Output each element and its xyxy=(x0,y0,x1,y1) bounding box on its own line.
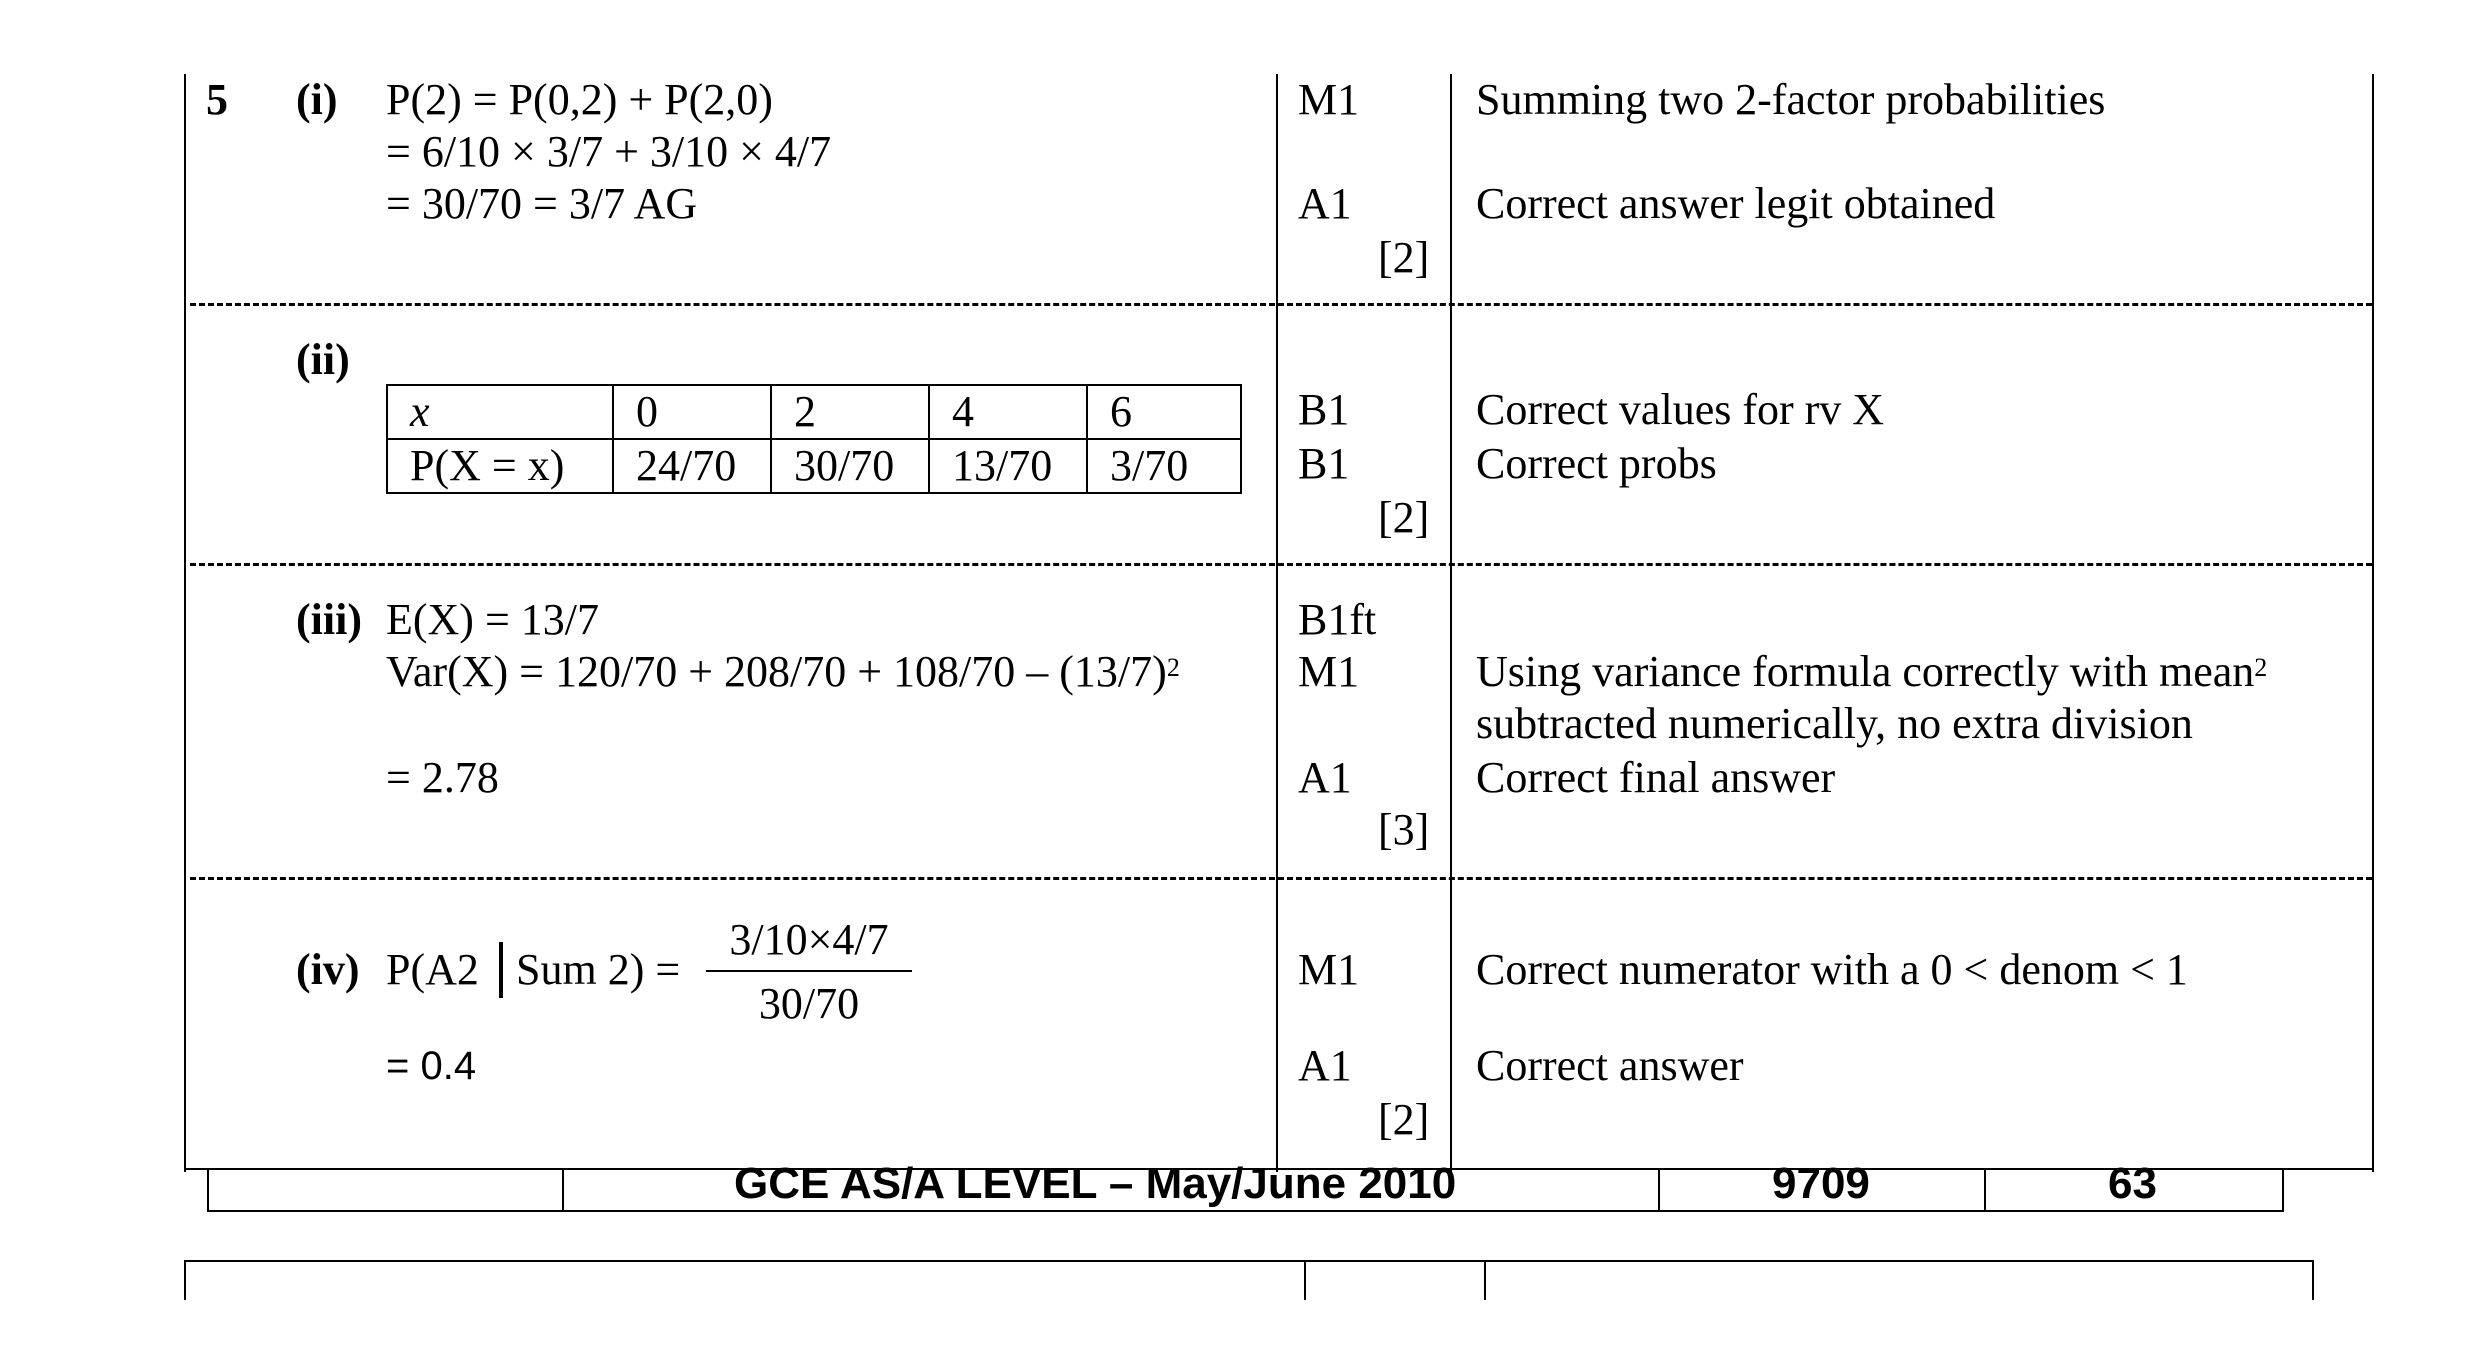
table-border-right xyxy=(2372,74,2374,1172)
part-i-working-1: P(2) = P(0,2) + P(2,0) xyxy=(386,75,773,124)
part-i-guidance-1: Summing two 2-factor probabilities xyxy=(1476,75,2106,124)
part-iv-answer: = 0.4 xyxy=(386,1044,477,1088)
part-iv-label: (iv) xyxy=(296,945,360,994)
footer-divider-2 xyxy=(1658,1170,1660,1212)
part-iii-guidance-3: Correct final answer xyxy=(1476,753,1836,802)
conditional-bar xyxy=(499,942,503,998)
part-iv-mark-2: A1 xyxy=(1298,1041,1352,1090)
table-border-left xyxy=(184,74,186,1172)
part-i-guidance-2: Correct answer legit obtained xyxy=(1476,179,1996,228)
part-iv-total: [2] xyxy=(1378,1095,1430,1144)
part-iii-working-2: $Var(X) = 120/70 + 208/70 + 108/70 - (13/7)^2$ xyxy=(386,647,1180,696)
table-cell: 0 xyxy=(613,385,771,439)
part-iii-mark-2: M1 xyxy=(1298,647,1360,696)
part-iii-mark-3: A1 xyxy=(1298,753,1352,802)
part-ii-guidance-2: Correct probs xyxy=(1476,439,1717,488)
table-cell: 4 xyxy=(929,385,1087,439)
part-iii-working-1: E(X) = 13/7 xyxy=(386,595,599,644)
part-ii-mark-1: B1 xyxy=(1298,385,1350,434)
part-iv-guidance-2: Correct answer xyxy=(1476,1041,1744,1090)
table-cell: P(X = x) xyxy=(387,439,613,493)
part-i-label: (i) xyxy=(296,75,338,124)
part-i-mark-1: M1 xyxy=(1298,75,1360,124)
table-border-guidance-left xyxy=(1450,74,1452,1172)
question-number: 5 xyxy=(206,75,228,124)
footer-exam-title: GCE AS/A LEVEL – May/June 2010 xyxy=(734,1159,1457,1208)
table-cell: 6 xyxy=(1087,385,1241,439)
part-ii-mark-2: B1 xyxy=(1298,439,1350,488)
next-table-divider-2 xyxy=(1484,1260,1486,1300)
part-iii-mark-1: B1ft xyxy=(1298,595,1377,644)
part-iii-guidance-1: Using variance formula correctly with mean$^2$ xyxy=(1476,647,2268,696)
table-row xyxy=(387,439,1241,493)
part-i-working-3: = 30/70 = 3/7 AG xyxy=(386,179,698,228)
part-i-total: [2] xyxy=(1378,233,1430,282)
next-table-right xyxy=(2312,1260,2314,1300)
table-cell: 24/70 xyxy=(613,439,771,493)
next-table-top xyxy=(184,1260,2314,1262)
table-row xyxy=(387,385,1241,439)
fraction-denominator: 30/70 xyxy=(758,979,860,1028)
footer-syllabus-code: 9709 xyxy=(1772,1159,1870,1208)
fraction-numerator: 3/10×4/7 xyxy=(729,915,889,964)
footer-divider-1 xyxy=(562,1170,564,1212)
part-ii-guidance-1: Correct values for rv X xyxy=(1476,385,1885,434)
separator-1 xyxy=(190,303,2372,306)
footer-border-right xyxy=(2282,1170,2284,1212)
separator-2 xyxy=(190,563,2372,566)
next-table-left xyxy=(184,1260,186,1300)
probability-table xyxy=(386,384,1242,494)
next-table-divider-1 xyxy=(1304,1260,1306,1300)
part-iii-guidance-2: subtracted numerically, no extra division xyxy=(1476,699,2193,748)
part-iii-working-3: = 2.78 xyxy=(386,753,499,802)
footer-border-bottom xyxy=(207,1210,2284,1212)
part-i-working-2: = 6/10 × 3/7 + 3/10 × 4/7 xyxy=(386,127,832,176)
separator-3 xyxy=(190,877,2372,880)
table-cell: 3/70 xyxy=(1087,439,1241,493)
table-border-marks-left xyxy=(1276,74,1278,1172)
table-cell: 13/70 xyxy=(929,439,1087,493)
part-iv-suffix: Sum 2) = xyxy=(516,945,681,994)
part-ii-total: [2] xyxy=(1378,493,1430,542)
part-i-mark-2: A1 xyxy=(1298,179,1352,228)
part-iv-mark-1: M1 xyxy=(1298,945,1360,994)
part-iii-total: [3] xyxy=(1378,805,1430,854)
fraction-bar xyxy=(706,970,912,972)
table-cell: 2 xyxy=(771,385,929,439)
footer-border-left xyxy=(207,1170,209,1212)
footer-divider-3 xyxy=(1984,1170,1986,1212)
table-cell: x xyxy=(387,385,613,439)
part-iii-label: (iii) xyxy=(296,595,362,644)
footer-paper-number: 63 xyxy=(2108,1159,2157,1208)
table-cell: 30/70 xyxy=(771,439,929,493)
part-iv-prefix: P(A2 xyxy=(386,945,479,994)
part-ii-label: (ii) xyxy=(296,335,350,384)
part-iv-guidance-1: Correct numerator with a 0 < denom < 1 xyxy=(1476,945,2188,994)
